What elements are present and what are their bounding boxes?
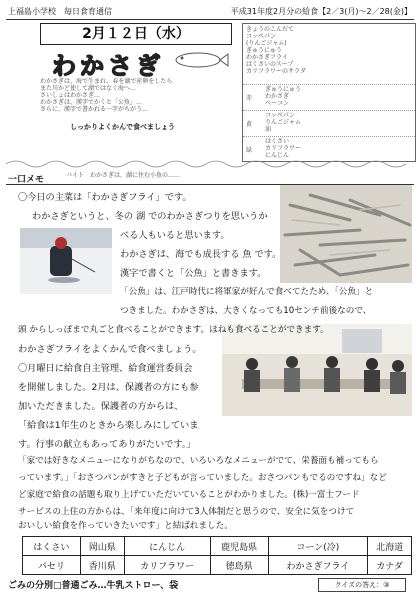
quiz-line: わかさぎは、漢字でかくと「公魚」… (40, 99, 143, 106)
menu-item: 油 (265, 126, 272, 133)
menu-item: わかさぎ (265, 93, 290, 100)
dish-logo: わかさぎ (52, 52, 164, 80)
ice-fishing-photo (20, 228, 112, 294)
menu-item: コッペパン (265, 112, 295, 119)
menu-item: ベーコン (265, 100, 290, 107)
memo-line: 加いただきました。保護者の方からは、 (18, 401, 184, 412)
quiz-text (40, 78, 240, 113)
school-name: 上福島小学校 毎日食育通信 (8, 7, 112, 16)
wave-border-icon (6, 158, 414, 170)
table-cell: わかさぎフライ (268, 556, 368, 575)
date-box: 2月１２日（水） (40, 23, 232, 45)
table-cell: にんじん (124, 537, 210, 556)
menu-item: カリフラワー (265, 145, 302, 152)
menu-dish: (りんごジャム) (246, 40, 287, 47)
menu-dish: コッペパン (246, 33, 276, 40)
memo-line: つきました。わかさぎは、大きくなっても10センチ前後なので、 (120, 306, 372, 316)
menu-item: にんじん (265, 152, 290, 159)
menu-heading: きょうのこんだて (246, 26, 295, 33)
memo-line: 「家では好きなメニューになりがちなので、いろいろなメニューがでて、栄養面も補ってもら (18, 456, 379, 466)
menu-group-label: 黄 (246, 121, 253, 128)
memo-line: わかさぎは、海でも成長する 魚 です。 (120, 249, 282, 260)
menu-item: ぎゅうにゅう (265, 86, 301, 93)
header-divider (6, 19, 414, 20)
table-cell: はくさい (23, 537, 81, 556)
memo-line: おいしい給食を作っていきたいです」と結ばれました。 (18, 521, 233, 531)
quiz-tagline: しっかりよくかんで食べましょう (70, 123, 175, 131)
menu-item: りんごジャム (265, 119, 301, 126)
memo-strip (6, 158, 414, 180)
memo-line: べる人もいると思います。 (120, 230, 230, 241)
memo-line: を開催しました。2月は、保護者の方にも参 (18, 382, 199, 393)
memo-strip-text: バイト わかさぎは、湖に住む小魚の…… (66, 172, 181, 179)
memo-line: サービスの上住の方からは、「来年度に向けて3人体制だと思うので、安全に気をつけて (18, 507, 355, 517)
memo-line: 〇月曜日に給食自主管理、給食運営委員会 (18, 363, 193, 374)
memo-line: 「公魚」は、江戸時代に将軍家が好んで食べてたため、「公魚」と (120, 287, 374, 297)
issue-title: 平成31年度2月分の給食【2／3(月)～2／28(金)】 (230, 7, 412, 16)
memo-line: 漢字で書くと「公魚」と書きます。 (120, 268, 267, 279)
menu-item: はくさい (265, 138, 290, 145)
table-cell: カリフラワー (124, 556, 210, 575)
quiz-line: わかさぎは、海で生まれ、春を湖で産卵をしたら (40, 78, 173, 85)
table-cell: 岡山県 (80, 537, 124, 556)
table-cell: 鹿児島県 (210, 537, 268, 556)
table-cell: 徳島県 (210, 556, 268, 575)
menu-dish: ぎゅうにゅう (246, 47, 282, 54)
table-cell: コーン(冷) (268, 537, 368, 556)
memo-line: っています。」「おさつパンがすきと子どもが言っていました。おさつパンもでるのですね」など (18, 473, 387, 483)
table-row (23, 556, 412, 575)
menu-group-label: 緑 (246, 147, 253, 154)
fish-sketch-icon (170, 44, 230, 76)
quiz-answer-box: クイズの答え：③ (318, 578, 406, 592)
quiz-line: また川かど使して湖ではなく海へ… (40, 85, 137, 92)
wakasagi-photo (280, 185, 412, 283)
quiz-line: さらに、漢字で書かれる一字がちがう… (40, 106, 149, 113)
table-cell: パセリ (23, 556, 81, 575)
memo-line: 「給食は1年生のときから楽しみにしています。行事の献立もあってありがたいです。」 (18, 420, 199, 450)
table-cell: 香川県 (80, 556, 124, 575)
memo-line: わかさぎフライをよくかんで食べましょう。 (18, 344, 202, 355)
menu-dish: カリフラワーのサラダ (246, 68, 306, 75)
table-cell: 北海道 (368, 537, 412, 556)
memo-line: 〇今日の主菜は「わかさぎフライ」です。 (18, 192, 192, 203)
memo-line: ど家庭で給食の話題も取り上げていただいていることがわかりました。(株)一富士フード (18, 490, 360, 500)
table-row (23, 537, 412, 556)
trash-separation-note: ごみの分別□普通ごみ…牛乳ストロー、袋 (8, 581, 179, 591)
menu-dish: わかさぎフライ (246, 54, 288, 61)
memo-line: 頭 からしっぽまで丸ごと食べることができます。ほねも食べることができます。 (18, 325, 329, 335)
menu-list (246, 26, 306, 75)
table-cell: カナダ (368, 556, 412, 575)
menu-group-label: 赤 (246, 95, 253, 102)
quiz-line: さいしょはわかさぎ… (40, 92, 101, 99)
memo-heading: 一口メモ (8, 175, 45, 185)
menu-dish: はくさいのスープ (246, 61, 294, 68)
memo-line: わかさぎというと、冬の 湖 でのわかさぎつりを思いうか (32, 211, 268, 222)
origin-table (22, 536, 412, 575)
